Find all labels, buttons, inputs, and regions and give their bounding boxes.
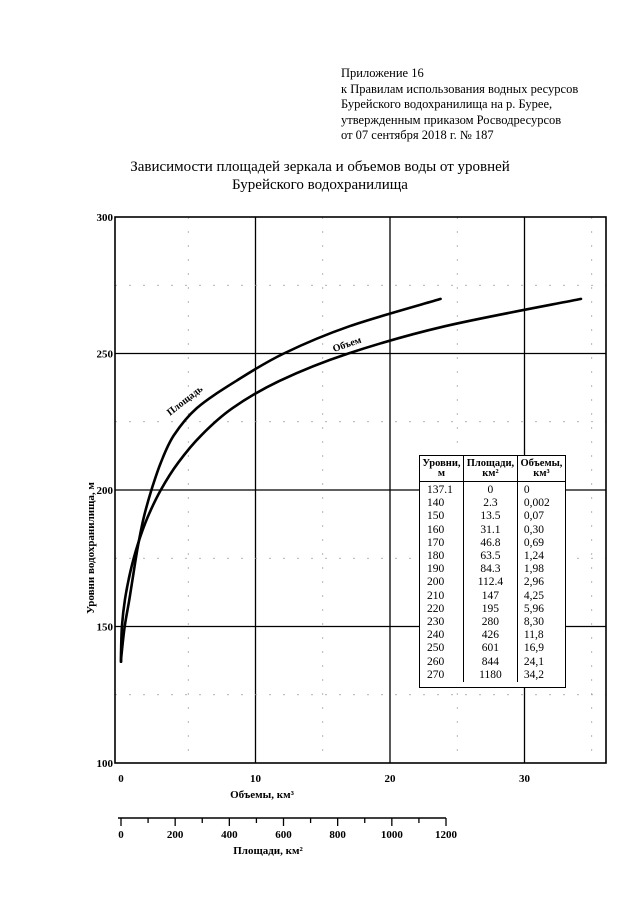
cell-area: 1180 (463, 669, 517, 682)
y-tick-label: 300 (96, 212, 113, 224)
table-row (420, 550, 565, 563)
col-header-volume-text: Объемы, (520, 458, 563, 469)
x-tick-label-area: 1000 (380, 829, 403, 841)
table-row (420, 497, 565, 510)
table-body (420, 482, 565, 683)
col-header-level-unit: м (437, 468, 446, 479)
cell-area: 844 (463, 656, 517, 669)
x-tick-label-area: 1200 (435, 829, 457, 841)
y-ticks (97, 212, 114, 770)
x-ticks-volume (118, 773, 530, 785)
data-table (419, 455, 566, 688)
cell-volume: 0 (517, 482, 565, 498)
cell-volume: 1,24 (517, 550, 565, 563)
cell-volume: 0,07 (517, 510, 565, 523)
cell-volume: 34,2 (517, 669, 565, 682)
x-tick-label-volume: 30 (519, 773, 530, 785)
appendix-line: утвержденным приказом Росводресурсов (341, 112, 562, 127)
cell-level: 270 (427, 668, 445, 681)
table-row (420, 642, 565, 655)
cell-volume: 8,30 (517, 616, 565, 629)
cell-volume: 4,25 (517, 590, 565, 603)
cell-level: 260 (427, 655, 445, 668)
col-header-volume-unit: км³ (533, 468, 550, 479)
col-header-level (420, 456, 463, 482)
table-row (420, 510, 565, 523)
x-tick-label-area: 200 (166, 829, 184, 841)
cell-level: 160 (427, 523, 445, 536)
cell-level: 190 (427, 563, 445, 576)
cell-area: 601 (463, 642, 517, 655)
cell-level: 180 (427, 550, 445, 563)
cell-volume: 0,69 (517, 537, 565, 550)
col-header-area-unit: км² (482, 468, 499, 479)
x-tick-label-volume: 10 (250, 773, 261, 785)
cell-volume: 0,30 (517, 524, 565, 537)
col-header-area-text: Площади, (466, 458, 515, 469)
curve-label-volume: Объем (331, 334, 363, 355)
col-header-volume (517, 456, 565, 482)
cell-level: 210 (427, 589, 445, 602)
x-tick-label-area: 0 (118, 829, 124, 841)
x-tick-label-area: 400 (221, 829, 238, 841)
cell-level: 240 (427, 629, 445, 642)
cell-area: 112.4 (463, 576, 517, 589)
table-row (420, 482, 565, 498)
cell-area: 63.5 (463, 550, 517, 563)
appendix-line: к Правилам использования водных ресурсов (341, 81, 579, 96)
appendix-number: Приложение 16 (341, 66, 424, 80)
x-tick-label-volume: 0 (118, 773, 124, 785)
cell-volume: 0,002 (517, 497, 565, 510)
cell-area: 426 (463, 629, 517, 642)
cell-volume: 16,9 (517, 642, 565, 655)
curve-label-area: Площадь (165, 383, 206, 419)
cell-area: 0 (463, 482, 517, 498)
cell-area: 84.3 (463, 563, 517, 576)
y-tick-label: 250 (96, 348, 113, 361)
cell-area: 31.1 (463, 524, 517, 537)
table-row (420, 656, 565, 669)
cell-level: 140 (427, 497, 445, 510)
cell-volume: 1,98 (517, 563, 565, 576)
cell-volume: 11,8 (517, 629, 565, 642)
cell-level: 200 (427, 576, 445, 589)
cell-level: 170 (427, 536, 445, 549)
table-row (420, 629, 565, 642)
table-row (420, 524, 565, 537)
appendix-date: от 07 сентября 2018 г. № 187 (341, 128, 494, 142)
y-axis-label: Уровни водохранилища, м (85, 482, 97, 614)
chart-title-line: Зависимости площадей зеркала и объемов воды от уровней (130, 159, 510, 175)
cell-volume: 5,96 (517, 603, 565, 616)
cell-area: 147 (463, 590, 517, 603)
cell-area: 195 (463, 603, 517, 616)
table-row (420, 603, 565, 616)
x-axis-label-volume: Объемы, км³ (230, 789, 294, 801)
x-ticks-area (118, 818, 457, 841)
table-row (420, 537, 565, 550)
cell-level: 137.1 (427, 484, 453, 496)
table-header-row (420, 456, 565, 482)
table-row (420, 576, 565, 589)
y-tick-label: 150 (96, 621, 113, 634)
cell-level: 220 (427, 602, 445, 615)
cell-volume: 24,1 (517, 656, 565, 669)
cell-level: 150 (427, 510, 445, 523)
chart-title-line: Бурейского водохранилища (232, 177, 408, 193)
cell-area: 13.5 (463, 510, 517, 523)
x-tick-label-area: 800 (329, 829, 346, 841)
cell-area: 2.3 (463, 497, 517, 510)
table-row (420, 616, 565, 629)
x-axis-label-area: Площади, км² (233, 845, 303, 857)
y-tick-label: 200 (96, 485, 113, 497)
col-header-area (463, 456, 517, 482)
cell-area: 46.8 (463, 537, 517, 550)
cell-volume: 2,96 (517, 576, 565, 589)
x-tick-label-area: 600 (275, 829, 292, 841)
table-row (420, 563, 565, 576)
table-row (420, 590, 565, 603)
cell-level: 250 (427, 642, 445, 655)
table-row (420, 669, 565, 682)
x-tick-label-volume: 20 (384, 773, 396, 785)
y-tick-label: 100 (96, 758, 113, 770)
col-header-level-text: Уровни, (422, 458, 461, 469)
appendix-line: Бурейского водохранилища на р. Бурее, (341, 97, 553, 111)
cell-area: 280 (463, 616, 517, 629)
cell-level: 230 (427, 616, 445, 629)
